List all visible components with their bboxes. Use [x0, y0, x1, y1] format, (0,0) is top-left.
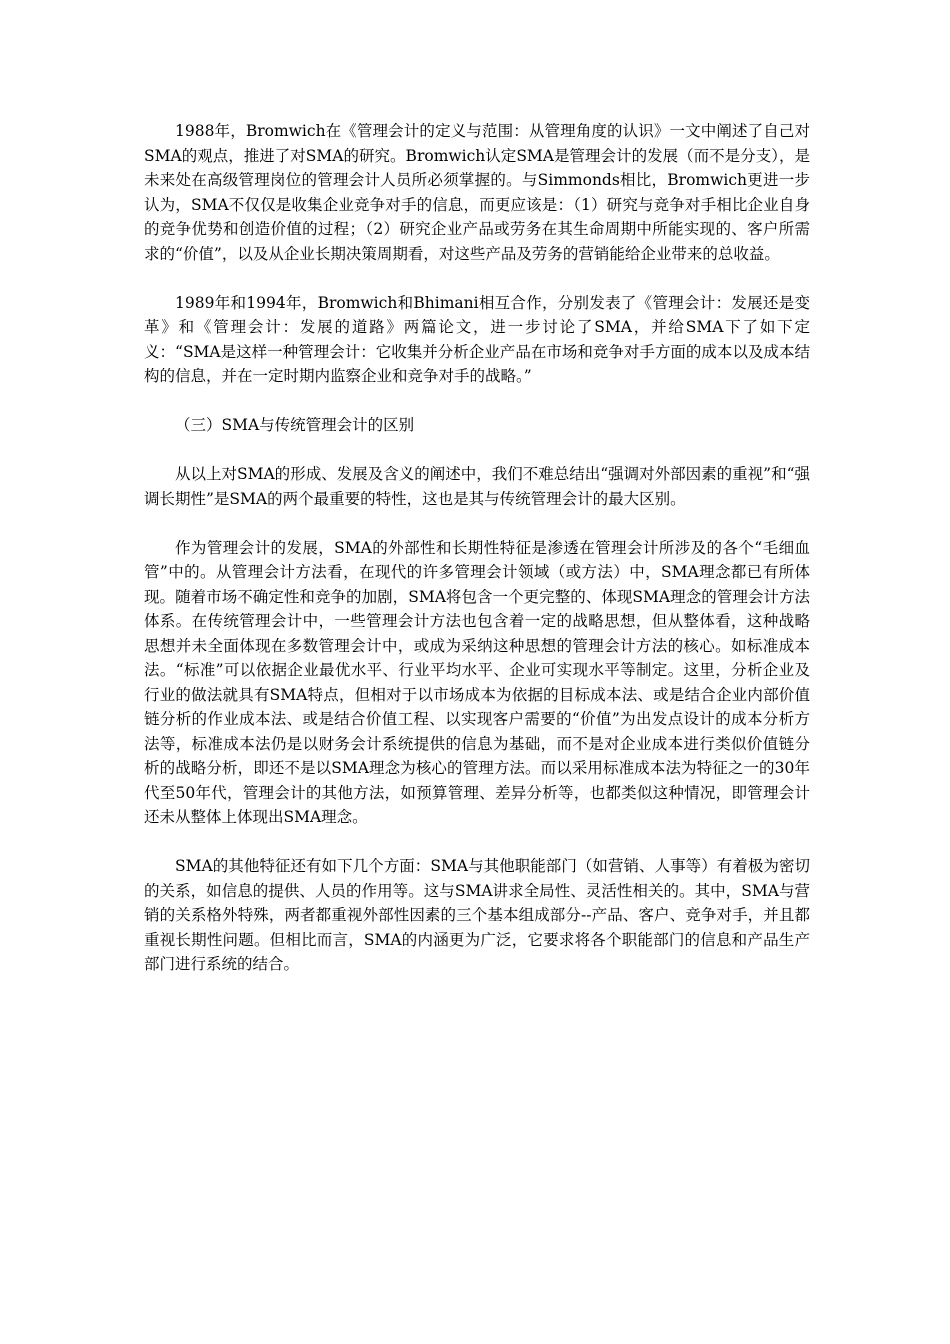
paragraph-bromwich-bhimani: 1989年和1994年，Bromwich和Bhimani相互合作，分别发表了《管理会计：发展还是变革》和《管理会计：发展的道路》两篇论文，进一步讨论了SMA，并给SMA下了如下定义：“SMA是这样一种管理会计：它收集并分析企业产品在市场和竞争对手方面的成本以及成本结构的信息，并在一定时期内监察企业和竞争对手的战略。” — [144, 293, 810, 385]
paragraph-bromwich-1988: 1988年，Bromwich在《管理会计的定义与范围：从管理角度的认识》一文中阐述了自己对SMA的观点，推进了对SMA的研究。Bromwich认定SMA是管理会计的发展（而不是分支），是未来处在高级管理岗位的管理会计人员所必须掌握的。与Simmonds相比，Bromwich更进一步认为，SMA不仅仅是收集企业竞争对手的信息，而更应该是：（1）研究与竞争对手相比企业自身的竞争优势和创造价值的过程；（2）研究企业产品或劳务在其生命周期中所能实现的、客户所需求的“价值”，以及从企业长期决策周期看，对这些产品及劳务的营销能给企业带来的总收益。 — [144, 122, 810, 263]
paragraph-other-features: SMA的其他特征还有如下几个方面：SMA与其他职能部门（如营销、人事等）有着极为密切的关系，如信息的提供、人员的作用等。这与SMA讲求全局性、灵活性相关的。其中，SMA与营销的关系格外特殊，两者都重视外部性因素的三个基本组成部分--产品、客户、竞争对手，并且都重视长期性问题。但相比而言，SMA的内涵更为广泛，它要求将各个职能部门的信息和产品生产部门进行系统的结合。 — [144, 857, 810, 973]
document-page — [144, 119, 810, 1001]
section-heading: （三）SMA与传统管理会计的区别 — [175, 416, 415, 434]
paragraph-summary: 从以上对SMA的形成、发展及含义的阐述中，我们不难总结出“强调对外部因素的重视”和“强调长期性”是SMA的两个最重要的特性，这也是其与传统管理会计的最大区别。 — [144, 465, 810, 508]
paragraph-development: 作为管理会计的发展，SMA的外部性和长期性特征是渗透在管理会计所涉及的各个“毛细血管”中的。从管理会计方法看，在现代的许多管理会计领域（或方法）中，SMA理念都已有所体现。随着市场不确定性和竞争的加剧，SMA将包含一个更完整的、体现SMA理念的管理会计方法体系。在传统管理会计中，一些管理会计方法也包含着一定的战略思想，但从整体看，这种战略思想并未全面体现在多数管理会计中，或成为采纳这种思想的管理会计方法的核心。如标准成本法。“标准”可以依据企业最优水平、行业平均水平、企业可实现水平等制定。这里，分析企业及行业的做法就具有SMA特点，但相对于以市场成本为依据的目标成本法、或是结合企业内部价值链分析的作业成本法、或是结合价值工程、以实现客户需要的“价值”为出发点设计的成本分析方法等，标准成本法仍是以财务会计系统提供的信息为基础，而不是对企业成本进行类似价值链分析的战略分析，即还不是以SMA理念为核心的管理方法。而以采用标准成本法为特征之一的30年代至50年代，管理会计的其他方法，如预算管理、差异分析等，也都类似这种情况，即管理会计还未从整体上体现出SMA理念。 — [144, 538, 810, 826]
